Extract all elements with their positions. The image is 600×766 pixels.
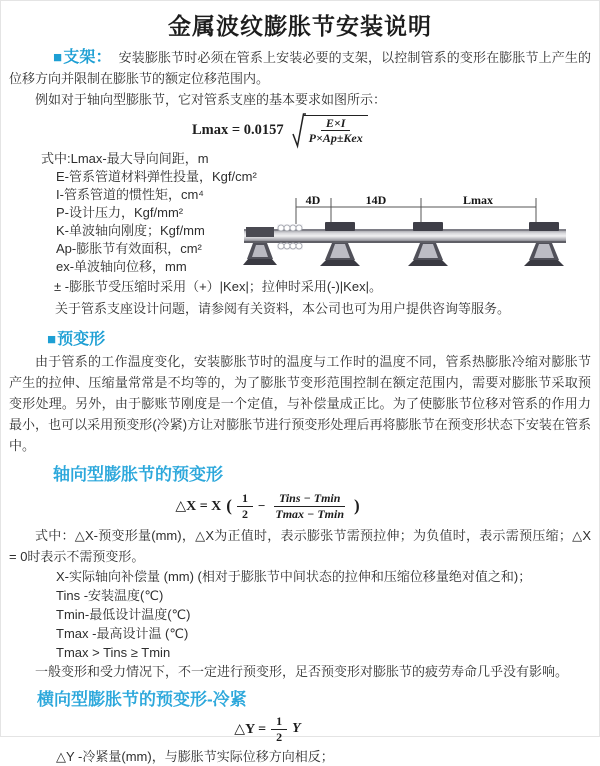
predeform-paragraph: 由于管系的工作温度变化，安装膨胀节时的温度与工作时的温度不同，管系热膨胀冷缩对膨胀节产生的拉伸、压缩量常常是不均等的，为了膨胀节变形范围控制在额定范围内，需要对膨胀节采取预变形处理。另外，由于膨账节刚度是一个定值，与补偿量成正比。为了使膨胀节位移对管系的作用力最小，也可以采用预变形(冷紧)方让对膨胀节进行预变形处理后再将膨胀节在预变形状态下安装在管系中。 bbox=[9, 354, 591, 453]
minus-sign: − bbox=[257, 498, 266, 513]
axial-shizhong-note: 式中：△X-预变形量(mm)，△X为正值时，表示膨张节需预拉伸；为负值时，表示需预压缩；△X = 0时表示不需预变形。 bbox=[9, 528, 591, 564]
left-paren: ( bbox=[226, 496, 232, 515]
section-square-icon: ■ bbox=[47, 331, 57, 348]
fraction-numerator: Tins − Tmin bbox=[274, 491, 346, 506]
dimension-label-4d: 4D bbox=[305, 193, 321, 207]
fraction-numerator: 1 bbox=[237, 491, 253, 506]
sqrt-fraction bbox=[304, 115, 368, 146]
lateral-formula bbox=[9, 712, 526, 746]
definition-item: 式中:Lmax-最大导向间距，m bbox=[41, 151, 209, 166]
support-example-line: 例如对于轴向型膨胀节，它对管系支座的基本要求如图所示： bbox=[35, 92, 387, 107]
dimension-label-lmax: Lmax bbox=[463, 193, 493, 207]
support-intro-paragraph bbox=[9, 47, 591, 89]
definition-item: K-单波轴向刚度；Kgf/mm bbox=[56, 223, 205, 238]
definition-item: P-设计压力，Kgf/mm² bbox=[56, 205, 184, 220]
page-title: 金属波纹膨胀节安装说明 bbox=[168, 13, 432, 39]
axial-closing-line: 一般变形和受力情况下，不一定进行预变形，足否预变形对膨胀节的疲劳寿命几乎没有影响。 bbox=[35, 664, 569, 679]
note-item: Tmax -最高设计温 (℃) bbox=[56, 626, 189, 641]
fraction-denominator: 2 bbox=[241, 506, 248, 521]
temperature-ratio-fraction bbox=[270, 491, 349, 521]
formula-lhs: Lmax = 0.0157 bbox=[192, 121, 284, 138]
definition-item: Ap-膨胀节有效面积，cm² bbox=[56, 241, 202, 256]
half-fraction bbox=[271, 714, 287, 744]
definition-item: ex-单波轴向位移，mm bbox=[56, 259, 187, 274]
note-item: Tmin-最低设计温度(℃) bbox=[56, 607, 191, 622]
fraction-denominator: 2 bbox=[276, 729, 283, 744]
predeform-heading-text: 预变形 bbox=[57, 331, 106, 348]
section-square-icon: ■ bbox=[53, 49, 63, 66]
pipe-support-diagram bbox=[242, 191, 576, 286]
right-paren: ) bbox=[354, 496, 360, 515]
fraction-denominator: Tmax − Tmin bbox=[275, 506, 344, 521]
note-item: Tins -安装温度(℃) bbox=[56, 588, 164, 603]
formula-lhs: △Y = bbox=[234, 721, 267, 737]
note-item: Tmax > Tins ≥ Tmin bbox=[56, 645, 171, 660]
fraction-numerator: 1 bbox=[271, 714, 287, 729]
dimension-label-14d: 14D bbox=[365, 193, 387, 207]
guide-support-icon bbox=[320, 222, 360, 266]
definition-item: I-管系管道的惯性矩，cm⁴ bbox=[56, 187, 204, 202]
axial-notes bbox=[9, 567, 591, 662]
guide-support-icon bbox=[524, 222, 564, 266]
support-intro-text: 安装膨胀节时必须在管系上安装必要的支架，以控制管系的变形在膨胀节上产生的位移方向并限制在膨胀节的额定位移范围内。 bbox=[9, 50, 591, 86]
axial-formula bbox=[9, 487, 526, 525]
lateral-note: △Y -冷紧量(mm)，与膨胀节实际位移方向相反； bbox=[56, 749, 334, 764]
fraction-denominator: P×Ap±Kex bbox=[308, 131, 363, 145]
formula-lhs: △X = X bbox=[175, 498, 222, 514]
definition-item: E-管系管道材料弹性投量，Kgf/cm² bbox=[56, 169, 257, 184]
predeform-section-heading bbox=[47, 326, 591, 349]
formula-variable: Y bbox=[292, 721, 301, 736]
consult-note: 关于管系支座设计问题，请参阅有关资料，本公司也可为用户提供咨询等服务。 bbox=[55, 301, 511, 316]
lmax-formula bbox=[192, 112, 591, 148]
guide-support-icon bbox=[408, 222, 448, 266]
anchor-support-icon bbox=[243, 227, 277, 265]
plus-minus-note: ± -膨胀节受压缩时采用（+）|Kex|；拉伸时采用(-)|Kex|。 bbox=[54, 279, 382, 294]
support-section-heading: 支架： bbox=[63, 49, 112, 66]
fraction-numerator: E×I bbox=[321, 116, 351, 131]
axial-subheading: 轴向型膨胀节的预变形 bbox=[53, 465, 223, 484]
half-fraction bbox=[237, 491, 253, 521]
note-item: X-实际轴向补偿量 (mm) (相对于膨胀节中间状态的拉伸和压缩位移量绝对值之和)； bbox=[56, 569, 532, 584]
lateral-subheading: 横向型膨胀节的预变形-冷紧 bbox=[37, 690, 247, 709]
radical-sign bbox=[292, 112, 368, 148]
